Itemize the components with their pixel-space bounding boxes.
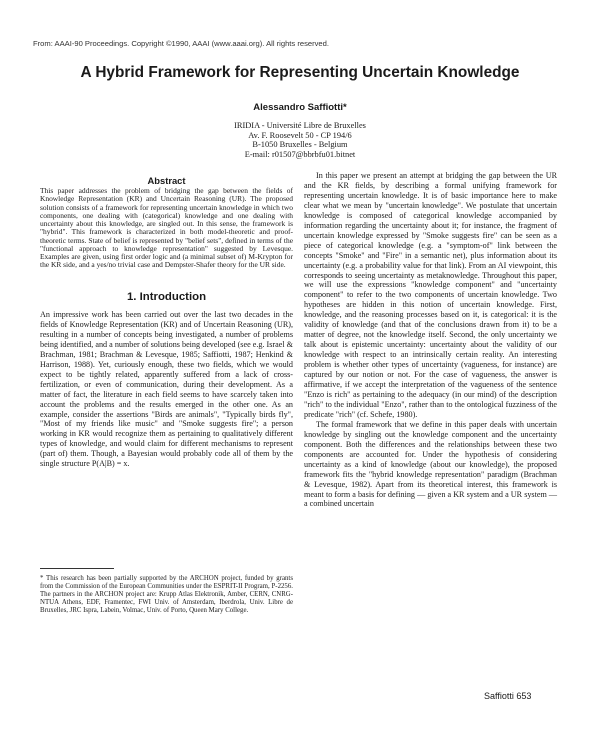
introduction-heading: 1. Introduction — [126, 291, 207, 303]
body-paragraph: The formal framework that we define in this paper deals with uncertain knowledge by singling out the knowledge component and the uncertainty component. Both the differences and the relationships between these two components are accounted for. Under the hypothesis of considering uncertainty as a kind of knowledge (about our knowledge), the proposed framework fits the "hybrid knowledge representation" paradigm (Brachman & Levesque, 1982). Apart from its theoretical interest, this framework is meant to form a basis for defining — given a KR system and a UR system — a combined uncertain — [304, 419, 557, 509]
affiliation-line-institute: IRIDIA - Université Libre de Bruxelles — [234, 121, 366, 130]
copyright-header: From: AAAI-90 Proceedings. Copyright ©1990, AAAI (www.aaai.org). All rights reserved. — [33, 39, 329, 48]
author-name: Alessandro Saffiotti* — [253, 102, 347, 113]
abstract-text: This paper addresses the problem of bridging the gap between the fields of Knowledge Representation (KR) and Uncertain Reasoning (UR). The proposed solution consists of a framework for representing uncertain knowledge in which two components, one dealing with (categorical) knowledge and one dealing with uncertainty about this knowledge, are singled out. In this sense, the framework is "hybrid". This framework is characterized in both model-theoretic and proof-theoretic terms. State of belief is represented by "belief sets", defined in terms of the "functional approach to knowledge representation" suggested by Levesque. Examples are given, using first order logic and (a minimal subset of) M-Krypton for the KR side, and a yes/no trivial case and Dempster-Shafer theory for the UR side. — [40, 186, 293, 270]
paper-title: A Hybrid Framework for Representing Uncertain Knowledge — [80, 64, 520, 81]
affiliation-line-email: E-mail: r01507@bbrbfu01.bitnet — [244, 149, 356, 159]
footnote-rule — [40, 568, 114, 569]
body-paragraph: In this paper we present an attempt at bridging the gap between the UR and the KR fields, by describing a formal unifying framework for representing uncertain knowledge. It is of basic importance here to make clear what we mean by "uncertain knowledge". We postulate that uncertain knowledge is composed of categorical knowledge accompanied by information regarding the uncertainty about it; for instance, the fragment of uncertain knowledge expressed by "Smoke suggests fire" can be seen as a piece of categorical knowledge (e.g. a "symptom-of" link between the concepts "Smoke" and "Fire" in a semantic net), plus information about its uncertainty (e.g. a probability value for that link). From an AI viewpoint, this corresponds to seeing uncertainty as metaknowledge. Throughout this paper, we will use the expressions "knowledge component" and "uncertainty component" to refer to the two components of uncertain knowledge. Two hypotheses are hidden in this notion of uncertain knowledge. First, knowledge, and the reasoning processes based on it, is categorical: it is the validity of knowledge (and that of the conclusions drawn from it) to be a matter of degree, not the knowledge itself. Second, the only uncertainty we talk about is epistemic uncertainty: uncertainty about the validity of our knowledge with respect to an intrinsically certain reality. An interesting problem is whether other types of uncertainty (vagueness, for instance) are captured by our notion or not. For the case of vagueness, the answer is affirmative, if we accept the interpretation of the vagueness of the sentence "Enzo is rich" as pertaining to the adequacy (in our mind) of the description "rich" to the individual "Enzo", rather than to the ontological fuzziness of the predicate "rich" (cf. Schefe, 1980). — [304, 171, 557, 419]
introduction-paragraph: An impressive work has been carried out over the last two decades in the fields of Knowledge Representation (KR) and of Uncertain Reasoning (UR), resulting in a number of concepts being investigated, a number of problems being identified, and a number of solutions being developed (see e.g. Israel & Brachman, 1981; Brachman & Levesque, 1985; Saffiotti, 1987; Henkind & Harrison, 1988). Yet, curiously enough, these two fields, which we would expect to be tightly related, apparently suffered from a lack of cross-fertilization, or even of communication, during their development. As a matter of fact, the literature in each field seems to have scarcely taken into account the problems and the results emerged in the other one. As an example, consider the assertions "Birds are animals", "Typically birds fly", "Most of my friends like music" and "Smoke suggests fire"; a person working in KR would recognize them as pertaining to qualitatively different types of knowledge, and would claim for different mechanisms to represent (part of) them. Though, a Bayesian would probably code all of them by the single structure P(A|B) = x. — [40, 310, 293, 469]
affiliation-line-street: Av. F. Roosevelt 50 - CP 194/6 — [248, 130, 352, 140]
page-footer: Saffiotti 653 — [484, 691, 532, 701]
abstract-heading: Abstract — [147, 175, 186, 186]
affiliation-block — [0, 121, 600, 159]
right-column-body — [304, 171, 557, 509]
funding-footnote: * This research has been partially supported by the ARCHON project, funded by grants from the Commission of the European Communities under the ESPRIT-II Program, P-2256. The partners in the ARCHON project are: Krupp Atlas Elektronik, Amber, CERN, CNRG-NTUA Athens, EDF, Framentec, FWI Univ. of Amsterdam, Iberdrola, Univ. Libre de Bruxelles, JRC Ispra, Labein, Volmac, Univ. of Porto, Queen Mary College. — [40, 575, 293, 615]
affiliation-line-city: B-1050 Bruxelles - Belgium — [252, 140, 348, 150]
